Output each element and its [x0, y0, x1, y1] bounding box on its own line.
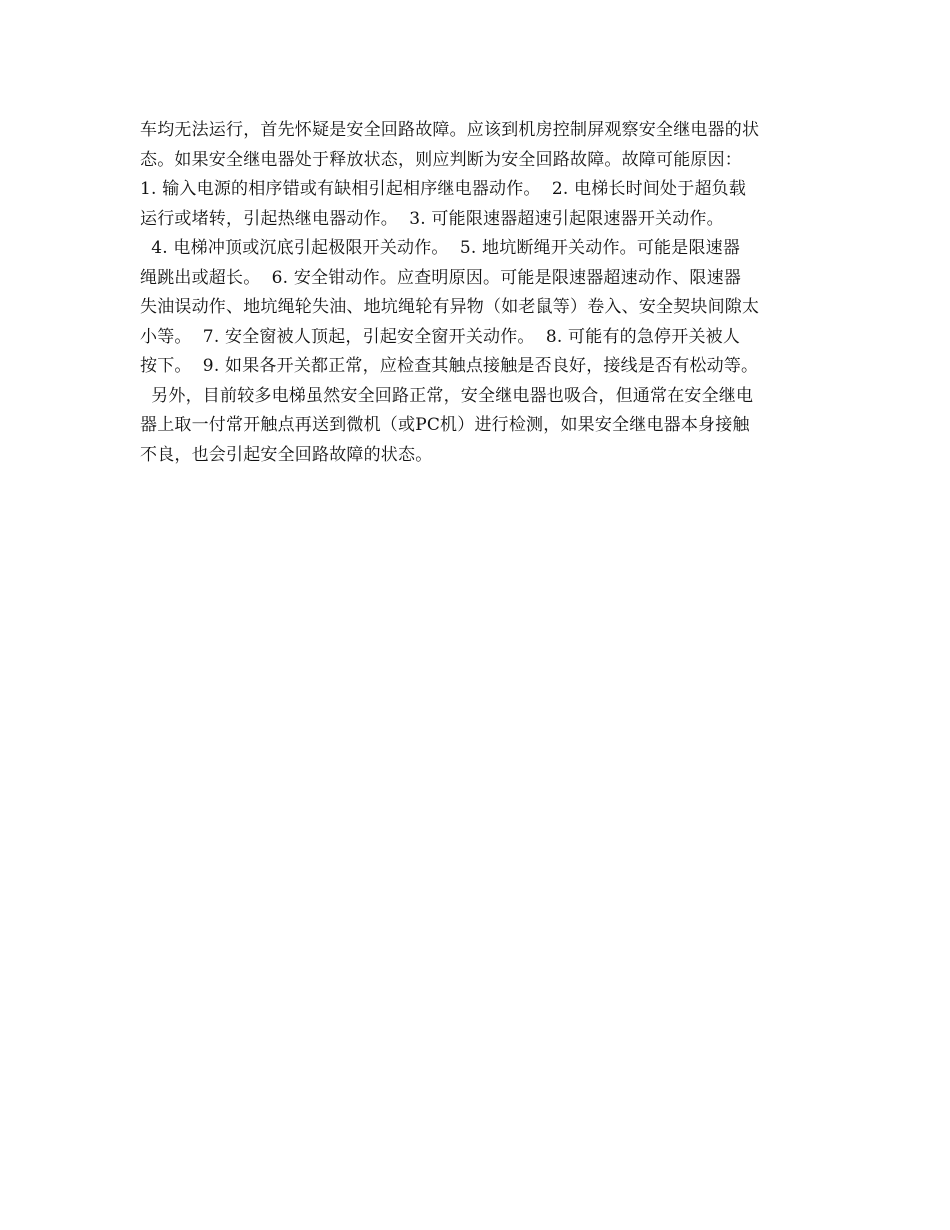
text-line: 按下。 9. 如果各开关都正常，应检查其触点接触是否良好，接线是否有松动等。 — [140, 356, 759, 376]
text-line: 4. 电梯冲顶或沉底引起极限开关动作。 5. 地坑断绳开关动作。可能是限速器 — [140, 238, 741, 258]
text-line: 小等。 7. 安全窗被人顶起，引起安全窗开关动作。 8. 可能有的急停开关被人 — [140, 326, 741, 347]
text-line: 器上取一付常开触点再送到微机（或PC机）进行检测，如果安全继电器本身接触 — [140, 415, 750, 435]
text-line: 态。如果安全继电器处于释放状态，则应判断为安全回路故障。故障可能原因： — [140, 149, 742, 170]
text-line: 失油误动作、地坑绳轮失油、地坑绳轮有异物（如老鼠等）卷入、安全契块间隙太 — [140, 297, 760, 317]
body-text — [140, 116, 830, 470]
text-line: 不良，也会引起安全回路故障的状态。 — [140, 444, 433, 465]
text-line: 车均无法运行，首先怀疑是安全回路故障。应该到机房控制屏观察安全继电器的状 — [140, 120, 760, 140]
text-line: 绳跳出或超长。 6. 安全钳动作。应查明原因。可能是限速器超速动作、限速器 — [140, 267, 742, 288]
text-line: 运行或堵转，引起热继电器动作。 3. 可能限速器超速引起限速器开关动作。 — [140, 208, 724, 229]
text-line: 另外，目前较多电梯虽然安全回路正常，安全继电器也吸合，但通常在安全继电 — [140, 385, 754, 406]
text-line: 1. 输入电源的相序错或有缺相引起相序继电器动作。 2. 电梯长时间处于超负载 — [140, 179, 747, 199]
